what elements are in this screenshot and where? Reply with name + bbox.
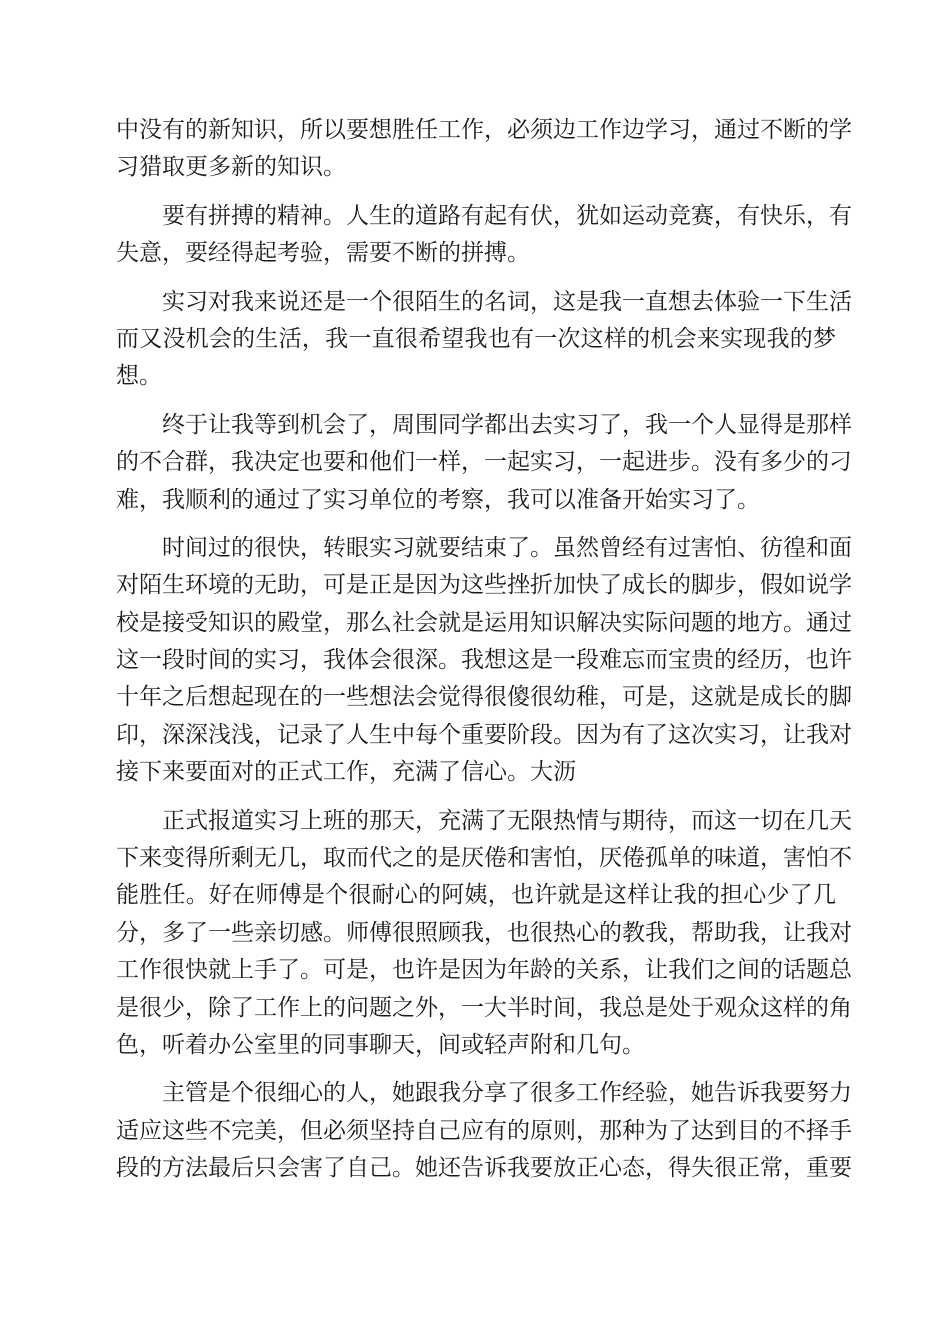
text-line: 实习对我来说还是一个很陌生的名词，这是我一直想去体验一下生活	[162, 288, 852, 315]
text-line: 终于让我等到机会了，周围同学都出去实习了，我一个人显得是那样	[162, 411, 852, 438]
text-line: 下来变得所剩无几，取而代之的是厌倦和害怕，厌倦孤单的味道，害怕不	[116, 845, 852, 872]
text-line: 要有拼搏的精神。人生的道路有起有伏，犹如运动竞赛，有快乐，有	[162, 202, 852, 229]
text-line: 失意，要经得起考验，需要不断的拼搏。	[116, 240, 530, 267]
paragraph	[116, 284, 852, 396]
text-line: 正式报道实习上班的那天，充满了无限热情与期待，而这一切在几天	[162, 807, 852, 834]
text-line: 这一段时间的实习，我体会很深。我想这是一段难忘而宝贵的经历，也许	[116, 647, 852, 674]
body-text	[116, 112, 852, 1188]
text-line: 习猎取更多新的知识。	[116, 154, 346, 181]
text-line: 想。	[116, 363, 162, 390]
text-line: 而又没机会的生活，我一直很希望我也有一次这样的机会来实现我的梦	[116, 325, 836, 352]
text-line: 的不合群，我决定也要和他们一样，一起实习，一起进步。没有多少的刁	[116, 449, 852, 476]
text-line: 分，多了一些亲切感。师傅很照顾我，也很热心的教我，帮助我，让我对	[116, 919, 852, 946]
paragraph	[116, 1075, 852, 1187]
paragraph	[116, 198, 852, 273]
text-line: 校是接受知识的殿堂，那么社会就是运用知识解决实际问题的地方。通过	[116, 609, 852, 636]
text-line: 工作很快就上手了。可是，也许是因为年龄的关系，让我们之间的话题总	[116, 957, 852, 984]
text-line: 印，深深浅浅，记录了人生中每个重要阶段。因为有了这次实习，让我对	[116, 721, 852, 748]
paragraph	[116, 112, 852, 187]
text-line: 难，我顺利的通过了实习单位的考察，我可以准备开始实习了。	[116, 486, 760, 513]
text-line: 十年之后想起现在的一些想法会觉得很傻很幼稚，可是，这就是成长的脚	[116, 684, 852, 711]
text-line: 是很少，除了工作上的问题之外，一大半时间，我总是处于观众这样的角	[116, 994, 852, 1021]
paragraph	[116, 530, 852, 792]
paragraph	[116, 803, 852, 1065]
text-line: 时间过的很快，转眼实习就要结束了。虽然曾经有过害怕、彷徨和面	[162, 534, 852, 561]
text-line: 适应这些不完美，但必须坚持自己应有的原则，那种为了达到目的不择手	[116, 1117, 852, 1144]
text-line: 对陌生环境的无助，可是正是因为这些挫折加快了成长的脚步，假如说学	[116, 572, 852, 599]
text-line: 接下来要面对的正式工作，充满了信心。大沥	[116, 759, 576, 786]
paragraph	[116, 407, 852, 519]
text-line: 色，听着办公室里的同事聊天，间或轻声附和几句。	[116, 1031, 645, 1058]
text-line: 段的方法最后只会害了自己。她还告诉我要放正心态，得失很正常，重要	[116, 1155, 852, 1182]
text-line: 主管是个很细心的人，她跟我分享了很多工作经验，她告诉我要努力	[162, 1080, 852, 1107]
text-line: 能胜任。好在师傅是个很耐心的阿姨，也许就是这样让我的担心少了几	[116, 882, 836, 909]
text-line: 中没有的新知识，所以要想胜任工作，必须边工作边学习，通过不断的学	[116, 117, 852, 143]
